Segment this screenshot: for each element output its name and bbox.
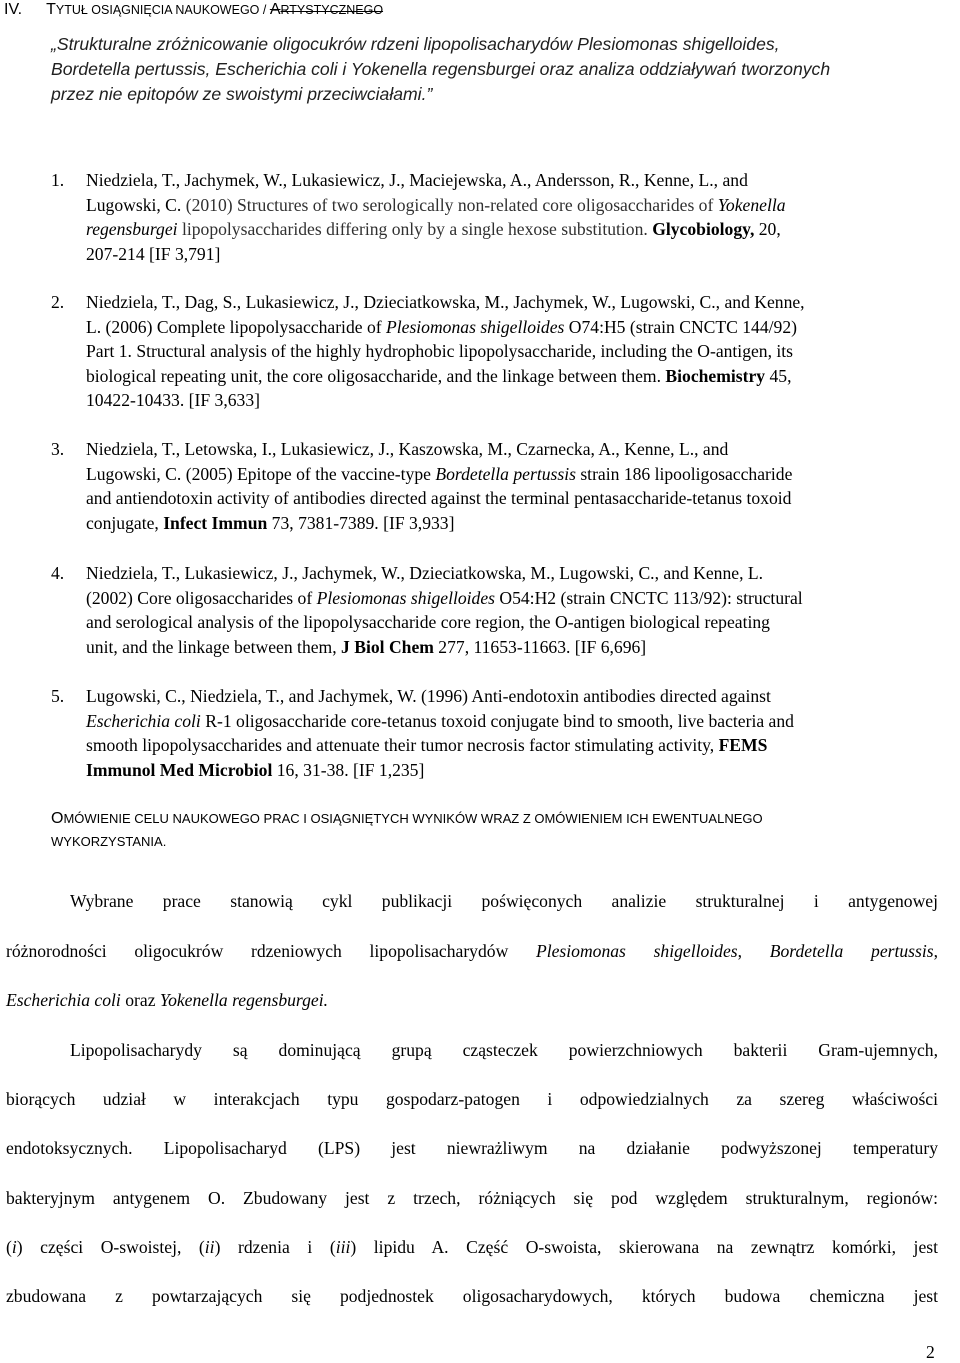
- publication-citation: 10422-10433. [IF 3,633]: [86, 390, 260, 410]
- project-title-line: Bordetella pertussis, Escherichia coli i Yokenella regensburgei oraz analiza oddziaływań tworzonych: [51, 59, 831, 79]
- publication-title: Part 1. Structural analysis of the highly hydrophobic lipopolysaccharide, including the O-antigen, its: [86, 341, 794, 361]
- discussion-heading-text: MÓWIENIE CELU NAUKOWEGO PRAC I OSIĄGNIĘTYCH WYNIKÓW WRAZ Z OMÓWIENIEM ICH EWENTUALNEGO: [63, 811, 763, 826]
- discussion-heading: [51, 807, 763, 853]
- paragraph-text: różnorodności oligocukrów rdzeniowych lipopolisacharydów: [6, 941, 536, 961]
- publication-number: 1.: [51, 170, 65, 190]
- publication-item: [51, 561, 951, 659]
- section-numeral: IV.: [4, 1, 23, 18]
- publication-title: smooth lipopolysaccharides and attenuate their tumor necrosis factor stimulating activity,: [86, 735, 719, 755]
- roman-numeral: iii: [335, 1237, 351, 1257]
- paragraph-line: Lipopolisacharydy są dominującą grupą cząsteczek powierzchniowych bakterii Gram-ujemnych,: [70, 1040, 938, 1060]
- discussion-heading-initial: O: [51, 810, 64, 827]
- publication-title: strain 186 lipooligosaccharide: [575, 463, 793, 484]
- roman-numeral: i: [11, 1237, 17, 1257]
- publication-number: 5.: [51, 686, 65, 706]
- journal-name: FEMS: [718, 735, 768, 755]
- project-title: [51, 32, 931, 107]
- journal-name: Infect Immun: [163, 512, 268, 533]
- species-name: regensburgei: [86, 219, 178, 239]
- publication-citation: 45,: [765, 365, 792, 386]
- publication-item: [51, 290, 951, 413]
- publication-authors: Niedziela, T., Letowska, I., Lukasiewicz, J., Kaszowska, M., Czarnecka, A., Kenne, L., and: [86, 439, 729, 459]
- project-title-line: przez nie epitopów ze swoistymi przeciwciałami.”: [51, 84, 433, 104]
- section-heading: [4, 1, 383, 19]
- publication-citation: 16, 31-38. [IF 1,235]: [272, 759, 425, 780]
- paragraph-line: bakteryjnym antygenem O. Zbudowany jest z trzech, różniących się pod względem strukturalnym, regionów:: [6, 1188, 938, 1208]
- species-name: Plesiomonas shigelloides: [316, 587, 495, 608]
- publication-citation: 20,: [754, 219, 781, 239]
- publication-title: lipopolysaccharides differing only by a single hexose substitution.: [177, 219, 653, 239]
- species-name: Bordetella pertussis: [769, 941, 934, 961]
- publication-item: [51, 437, 951, 535]
- species-name: Yokenella: [717, 194, 786, 215]
- publication-title: (2006) Complete lipopolysaccharide of: [101, 316, 386, 337]
- paragraph-text: ) lipidu A. Część O-swoista, skierowana na zewnątrz komórki, jest: [350, 1237, 938, 1257]
- publication-title: conjugate,: [86, 512, 164, 533]
- publication-citation: 73, 7381-7389. [IF 3,933]: [267, 512, 455, 533]
- publication-authors: Niedziela, T., Lukasiewicz, J., Jachymek, W., Dzieciatkowska, M., Lugowski, C., and Kenne, L.: [86, 563, 764, 583]
- publication-citation: 207-214 [IF 3,791]: [86, 243, 221, 264]
- species-name: Escherichia coli: [6, 990, 121, 1010]
- paragraph-line: [6, 941, 938, 962]
- paragraph-text: oraz: [120, 990, 160, 1010]
- page-number: 2: [926, 1342, 935, 1362]
- paragraph-line: [6, 1237, 938, 1258]
- paragraph-text: ,: [933, 941, 939, 961]
- paragraph-line: biorących udział w interakcjach typu gospodarz-patogen i odpowiedzialnych za szereg właściwości: [6, 1089, 938, 1109]
- paragraph-line: [6, 990, 938, 1011]
- paragraph-line: Wybrane prace stanowią cykl publikacji poświęconych analizie strukturalnej i antygenowej: [70, 891, 938, 911]
- journal-name: Immunol Med Microbiol: [86, 759, 273, 780]
- discussion-heading-text: WYKORZYSTANIA.: [51, 834, 167, 849]
- heading-rest-2: RTYSTYCZNEGO: [280, 3, 384, 17]
- publication-authors: Niedziela, T., Jachymek, W., Lukasiewicz, J., Maciejewska, A., Andersson, R., Kenne, L., and: [86, 170, 748, 190]
- journal-name: J Biol Chem: [341, 636, 434, 657]
- publication-authors: Niedziela, T., Dag, S., Lukasiewicz, J., Dzieciatkowska, M., Jachymek, W., Lugowski, C., and Kenne,: [86, 292, 805, 312]
- publication-authors: Lugowski, C.: [86, 463, 182, 484]
- publication-title: unit, and the linkage between them,: [86, 636, 342, 657]
- publication-title: O74:H5 (strain CNCTC 144/92): [564, 316, 797, 337]
- publication-authors: Lugowski, C.: [86, 194, 182, 215]
- species-name: Plesiomonas shigelloides: [386, 316, 565, 337]
- roman-numeral: ii: [204, 1237, 215, 1257]
- species-name: Escherichia coli: [86, 710, 201, 731]
- publication-citation: 277, 11653-11663. [IF 6,696]: [433, 636, 647, 657]
- publication-item: [51, 168, 951, 266]
- paragraph-line: endotoksycznych. Lipopolisacharyd (LPS) jest niewrażliwym na działanie podwyższonej temperatury: [6, 1138, 938, 1158]
- heading-initial-1: T: [46, 1, 56, 18]
- heading-initial-2: A: [269, 1, 281, 18]
- paragraph-text: ) rdzenia i (: [214, 1237, 336, 1257]
- paragraph-text: ,: [737, 941, 770, 961]
- publication-title: (2005) Epitope of the vaccine-type: [181, 463, 436, 484]
- publication-title: R-1 oligosaccharide core-tetanus toxoid conjugate bind to smooth, live bacteria and: [200, 710, 794, 731]
- publication-number: 2.: [51, 292, 65, 312]
- paragraph-text: ) części O-swoistej, (: [16, 1237, 205, 1257]
- publication-title: (2010) Structures of two serologically non-related core oligosaccharides of: [181, 194, 718, 215]
- publication-number: 4.: [51, 563, 65, 583]
- paragraph-line: zbudowana z powtarzających się podjednostek oligosacharydowych, których budowa chemiczna jest: [6, 1286, 938, 1306]
- publication-title: and antiendotoxin activity of antibodies directed against the terminal pentasaccharide-tetanus toxoid: [86, 488, 792, 508]
- publication-title: biological repeating unit, the core oligosaccharide, and the linkage between them.: [86, 365, 666, 386]
- publication-number: 3.: [51, 439, 65, 459]
- project-title-line: „Strukturalne zróżnicowanie oligocukrów rdzeni lipopolisacharydów Plesiomonas shigelloides,: [51, 34, 780, 54]
- species-name: Bordetella pertussis: [435, 463, 576, 484]
- publication-authors: Lugowski, C., Niedziela, T., and Jachymek, W. (1996) Anti-endotoxin antibodies directed against: [86, 686, 771, 706]
- species-name: Plesiomonas shigelloides: [535, 941, 738, 961]
- publication-authors: L.: [86, 316, 102, 337]
- species-name: Yokenella regensburgei.: [159, 990, 328, 1010]
- publication-title: O54:H2 (strain CNCTC 113/92): structural: [494, 587, 803, 608]
- journal-name: Biochemistry: [665, 365, 766, 386]
- paragraph-text: (: [6, 1237, 12, 1257]
- journal-name: Glycobiology,: [652, 219, 755, 239]
- publication-title: (2002) Core oligosaccharides of: [86, 587, 317, 608]
- heading-rest-1: YTUŁ OSIĄGNIĘCIA NAUKOWEGO /: [55, 3, 270, 17]
- publication-item: [51, 684, 951, 782]
- publication-title: and serological analysis of the lipopolysaccharide core region, the O-antigen biological repeating: [86, 612, 770, 632]
